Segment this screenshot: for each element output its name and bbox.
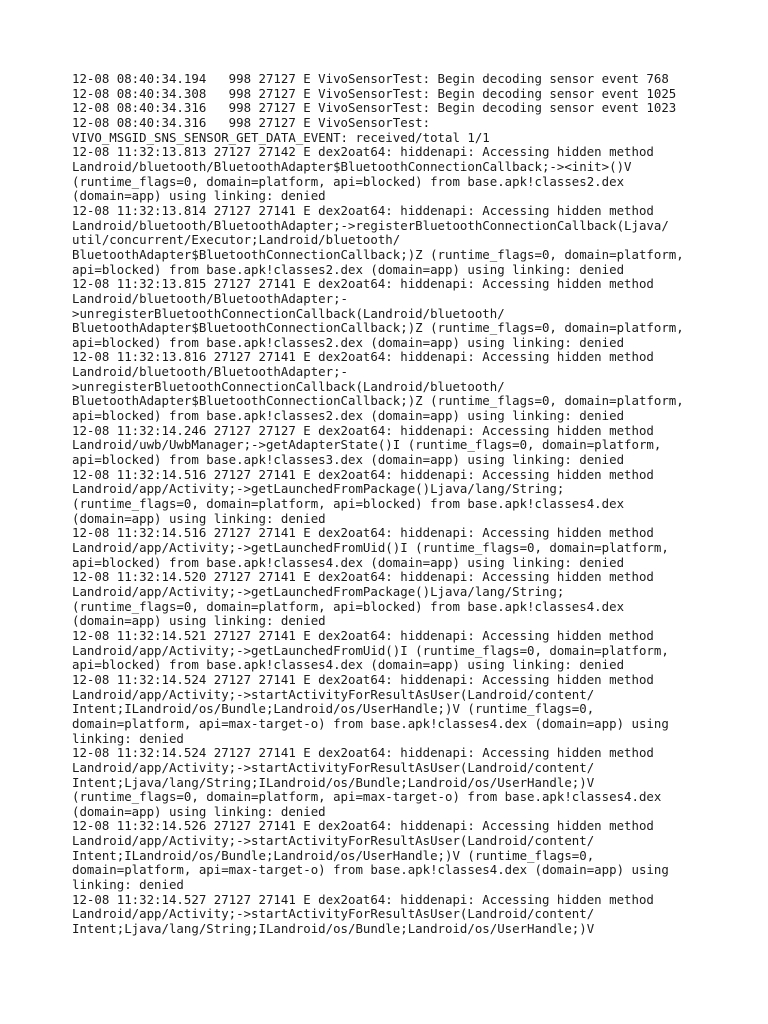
log-line: api=blocked) from base.apk!classes4.dex (domain=app) using linking: denied <box>72 657 625 673</box>
log-line: Landroid/app/Activity;->getLaunchedFromUid()I (runtime_flags=0, domain=platform, <box>72 540 669 555</box>
log-line: 12-08 11:32:14.527 27127 27141 E dex2oat64: hiddenapi: Accessing hidden method <box>72 891 654 907</box>
log-line: Landroid/bluetooth/BluetoothAdapter$BluetoothConnectionCallback;-><init>()V <box>72 158 632 174</box>
log-line: Intent;Ljava/lang/String;ILandroid/os/Bundle;Landroid/os/UserHandle;)V <box>72 921 595 937</box>
log-line: linking: denied <box>72 730 184 746</box>
log-line: BluetoothAdapter$BluetoothConnectionCallback;)Z (runtime_flags=0, domain=platform, <box>72 393 684 409</box>
log-line: BluetoothAdapter$BluetoothConnectionCallback;)Z (runtime_flags=0, domain=platform, <box>72 320 684 336</box>
log-line: VIVO_MSGID_SNS_SENSOR_GET_DATA_EVENT: received/total 1/1 <box>72 129 490 145</box>
log-line: 12-08 08:40:34.308 998 27127 E VivoSensorTest: Begin decoding sensor event 1025 <box>72 85 677 101</box>
log-line: 12-08 11:32:14.526 27127 27141 E dex2oat64: hiddenapi: Accessing hidden method <box>72 818 654 834</box>
log-line: 12-08 11:32:13.814 27127 27141 E dex2oat64: hiddenapi: Accessing hidden method <box>72 202 654 218</box>
log-line: (domain=app) using linking: denied <box>72 803 326 819</box>
log-line: Intent;ILandroid/os/Bundle;Landroid/os/UserHandle;)V (runtime_flags=0, <box>72 847 595 863</box>
log-line: 12-08 11:32:14.516 27127 27141 E dex2oat64: hiddenapi: Accessing hidden method <box>72 525 654 541</box>
log-line: >unregisterBluetoothConnectionCallback(Landroid/bluetooth/ <box>72 305 505 321</box>
log-line: (runtime_flags=0, domain=platform, api=blocked) from base.apk!classes4.dex <box>72 598 625 614</box>
log-document <box>72 72 702 937</box>
log-line: 12-08 11:32:14.516 27127 27141 E dex2oat64: hiddenapi: Accessing hidden method <box>72 466 654 482</box>
log-line: (runtime_flags=0, domain=platform, api=blocked) from base.apk!classes2.dex <box>72 173 625 189</box>
log-line: Intent;ILandroid/os/Bundle;Landroid/os/UserHandle;)V (runtime_flags=0, <box>72 701 595 717</box>
log-line: api=blocked) from base.apk!classes2.dex (domain=app) using linking: denied <box>72 334 625 350</box>
log-line: (runtime_flags=0, domain=platform, api=max-target-o) from base.apk!classes4.dex <box>72 789 662 805</box>
log-line: BluetoothAdapter$BluetoothConnectionCallback;)Z (runtime_flags=0, domain=platform, <box>72 246 684 262</box>
log-line: util/concurrent/Executor;Landroid/bluetooth/ <box>72 232 401 248</box>
log-line: 12-08 11:32:14.520 27127 27141 E dex2oat64: hiddenapi: Accessing hidden method <box>72 569 654 585</box>
log-line: api=blocked) from base.apk!classes3.dex (domain=app) using linking: denied <box>72 452 625 468</box>
log-line: (domain=app) using linking: denied <box>72 510 326 526</box>
log-line: (domain=app) using linking: denied <box>72 613 326 629</box>
log-line: Landroid/bluetooth/BluetoothAdapter;- <box>72 364 349 380</box>
log-line: >unregisterBluetoothConnectionCallback(Landroid/bluetooth/ <box>72 378 505 394</box>
log-line: Landroid/app/Activity;->getLaunchedFromUid()I (runtime_flags=0, domain=platform, <box>72 642 669 658</box>
log-line: 12-08 08:40:34.194 998 27127 E VivoSensorTest: Begin decoding sensor event 768 <box>72 71 669 86</box>
log-line: Landroid/app/Activity;->getLaunchedFromPackage()Ljava/lang/String; <box>72 481 565 497</box>
log-line: Landroid/app/Activity;->startActivityForResultAsUser(Landroid/content/ <box>72 759 595 775</box>
log-line: domain=platform, api=max-target-o) from base.apk!classes4.dex (domain=app) using <box>72 715 669 731</box>
log-line: (runtime_flags=0, domain=platform, api=blocked) from base.apk!classes4.dex <box>72 496 625 512</box>
log-line: Intent;Ljava/lang/String;ILandroid/os/Bundle;Landroid/os/UserHandle;)V <box>72 774 595 790</box>
log-line: Landroid/app/Activity;->getLaunchedFromPackage()Ljava/lang/String; <box>72 583 565 599</box>
log-line: linking: denied <box>72 877 184 893</box>
log-line: 12-08 11:32:14.524 27127 27141 E dex2oat64: hiddenapi: Accessing hidden method <box>72 671 654 687</box>
log-line: (domain=app) using linking: denied <box>72 188 326 204</box>
log-line: 12-08 11:32:13.816 27127 27141 E dex2oat64: hiddenapi: Accessing hidden method <box>72 349 654 365</box>
log-line: 12-08 08:40:34.316 998 27127 E VivoSensorTest: Begin decoding sensor event 1023 <box>72 100 677 116</box>
log-line: Landroid/bluetooth/BluetoothAdapter;- <box>72 290 349 306</box>
log-line: Landroid/app/Activity;->startActivityForResultAsUser(Landroid/content/ <box>72 833 595 849</box>
log-line: Landroid/uwb/UwbManager;->getAdapterState()I (runtime_flags=0, domain=platform, <box>72 437 662 453</box>
log-line: api=blocked) from base.apk!classes2.dex (domain=app) using linking: denied <box>72 261 625 277</box>
log-line: 12-08 11:32:13.815 27127 27141 E dex2oat64: hiddenapi: Accessing hidden method <box>72 276 654 292</box>
log-line: 12-08 11:32:14.521 27127 27141 E dex2oat64: hiddenapi: Accessing hidden method <box>72 627 654 643</box>
log-line: 12-08 11:32:14.524 27127 27141 E dex2oat64: hiddenapi: Accessing hidden method <box>72 745 654 761</box>
log-line: Landroid/app/Activity;->startActivityForResultAsUser(Landroid/content/ <box>72 686 595 702</box>
log-line: 12-08 11:32:13.813 27127 27142 E dex2oat64: hiddenapi: Accessing hidden method <box>72 144 654 160</box>
log-line: api=blocked) from base.apk!classes2.dex (domain=app) using linking: denied <box>72 408 625 424</box>
log-line: Landroid/app/Activity;->startActivityForResultAsUser(Landroid/content/ <box>72 906 595 922</box>
log-line: domain=platform, api=max-target-o) from base.apk!classes4.dex (domain=app) using <box>72 862 669 878</box>
log-line: 12-08 11:32:14.246 27127 27127 E dex2oat64: hiddenapi: Accessing hidden method <box>72 422 654 438</box>
log-line: Landroid/bluetooth/BluetoothAdapter;->registerBluetoothConnectionCallback(Ljava/ <box>72 217 669 233</box>
log-line: 12-08 08:40:34.316 998 27127 E VivoSensorTest: <box>72 114 431 130</box>
log-line: api=blocked) from base.apk!classes4.dex (domain=app) using linking: denied <box>72 554 625 570</box>
